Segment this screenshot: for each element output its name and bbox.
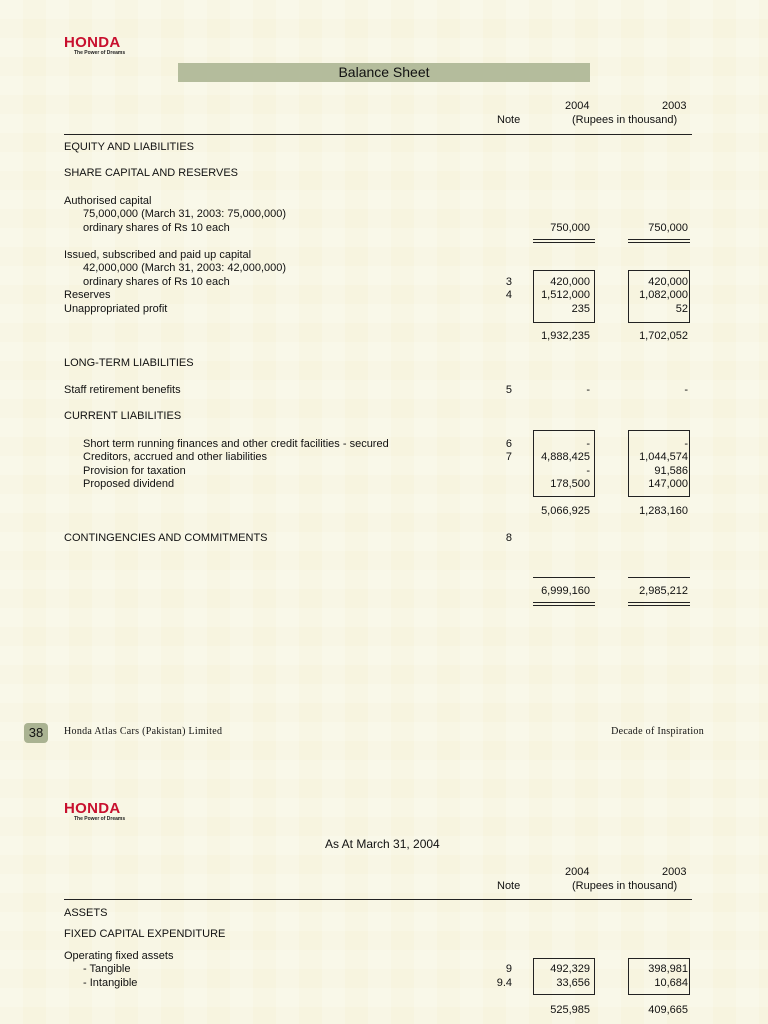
equity-total-2004: 1,932,235: [541, 330, 590, 342]
short-term-2003: -: [684, 438, 688, 450]
dividend-2003: 147,000: [648, 478, 688, 490]
staff-retirement-note: 5: [505, 384, 512, 396]
fixed-total-2003: 409,665: [648, 1004, 688, 1016]
authorised-2004: 750,000: [550, 222, 590, 234]
section-share-capital: SHARE CAPITAL AND RESERVES: [64, 167, 239, 179]
issued-2003: 420,000: [648, 276, 688, 288]
intangible-label: - Intangible: [83, 977, 138, 989]
dividend-2004: 178,500: [550, 478, 590, 490]
authorised-rule-2004b: [533, 242, 595, 243]
taxation-2004: -: [586, 465, 590, 477]
intangible-2004: 33,656: [556, 977, 590, 989]
creditors-label: Creditors, accrued and other liabilities: [83, 451, 268, 463]
section-assets: ASSETS: [64, 907, 108, 919]
tangible-2003: 398,981: [648, 963, 688, 975]
logo-word: HONDA: [64, 34, 121, 51]
short-term-label: Short term running finances and other credit facilities - secured: [83, 438, 389, 450]
footer-company: Honda Atlas Cars (Pakistan) Limited: [64, 726, 223, 737]
operating-assets-label: Operating fixed assets: [64, 950, 174, 962]
staff-retirement-label: Staff retirement benefits: [64, 384, 181, 396]
page2-year-2003: 2003: [662, 866, 687, 878]
page2-subtitle: As At March 31, 2004: [325, 837, 440, 851]
short-term-2004: -: [586, 438, 590, 450]
reserves-label: Reserves: [64, 289, 111, 301]
unappropriated-label: Unappropriated profit: [64, 303, 168, 315]
creditors-2003: 1,044,574: [639, 451, 688, 463]
dividend-label: Proposed dividend: [83, 478, 175, 490]
reserves-note: 4: [505, 289, 512, 301]
taxation-2003: 91,586: [654, 465, 688, 477]
header-divider: [64, 134, 692, 135]
staff-retirement-2004: -: [586, 384, 590, 396]
footer-slogan: Decade of Inspiration: [611, 726, 704, 737]
contingencies-label: CONTINGENCIES AND COMMITMENTS: [64, 532, 268, 544]
section-current-liabilities: CURRENT LIABILITIES: [64, 410, 182, 422]
equity-total-2003: 1,702,052: [639, 330, 688, 342]
taxation-label: Provision for taxation: [83, 465, 186, 477]
year-2004-header: 2004: [565, 100, 590, 112]
authorised-par: ordinary shares of Rs 10 each: [83, 222, 230, 234]
authorised-2003: 750,000: [648, 222, 688, 234]
grand-total-2003: 2,985,212: [639, 585, 688, 597]
note-header: Note: [497, 114, 521, 126]
tangible-label: - Tangible: [83, 963, 131, 975]
short-term-note: 6: [505, 438, 512, 450]
intangible-note: 9.4: [496, 977, 512, 989]
grand-total-underline-2003a: [628, 602, 690, 603]
unappropriated-2004: 235: [571, 303, 590, 315]
honda-logo: [64, 35, 125, 57]
tangible-2004: 492,329: [550, 963, 590, 975]
tangible-note: 9: [505, 963, 512, 975]
section-fixed-capital: FIXED CAPITAL EXPENDITURE: [64, 928, 226, 940]
issued-label: Issued, subscribed and paid up capital: [64, 249, 252, 261]
creditors-note: 7: [505, 451, 512, 463]
page2-unit-header: (Rupees in thousand): [572, 880, 678, 892]
current-total-2004: 5,066,925: [541, 505, 590, 517]
grand-total-underline-2004a: [533, 602, 595, 603]
grand-total-underline-2004b: [533, 605, 595, 606]
logo-tagline: The Power of Dreams: [74, 50, 126, 56]
page2-note-header: Note: [497, 880, 521, 892]
page2-header-divider: [64, 899, 692, 900]
honda-logo-2: [64, 801, 125, 823]
section-long-term: LONG-TERM LIABILITIES: [64, 357, 194, 369]
staff-retirement-2003: -: [684, 384, 688, 396]
reserves-2003: 1,082,000: [639, 289, 688, 301]
issued-par: ordinary shares of Rs 10 each: [83, 276, 230, 288]
reserves-2004: 1,512,000: [541, 289, 590, 301]
authorised-rule-2003b: [628, 242, 690, 243]
grand-total-2004: 6,999,160: [541, 585, 590, 597]
grand-total-rule-2004: [533, 577, 595, 578]
fixed-total-2004: 525,985: [550, 1004, 590, 1016]
unappropriated-2003: 52: [675, 303, 688, 315]
authorised-shares: 75,000,000 (March 31, 2003: 75,000,000): [83, 208, 287, 220]
issued-2004: 420,000: [550, 276, 590, 288]
logo-tagline-2: The Power of Dreams: [74, 816, 126, 822]
unit-header: (Rupees in thousand): [572, 114, 678, 126]
page2-year-2004: 2004: [565, 866, 590, 878]
page-title: Balance Sheet: [178, 63, 590, 82]
issued-note: 3: [505, 276, 512, 288]
year-2003-header: 2003: [662, 100, 687, 112]
page-number-badge: 38: [24, 723, 48, 743]
issued-shares: 42,000,000 (March 31, 2003: 42,000,000): [83, 262, 287, 274]
creditors-2004: 4,888,425: [541, 451, 590, 463]
section-equity-liabilities: EQUITY AND LIABILITIES: [64, 141, 195, 153]
grand-total-underline-2003b: [628, 605, 690, 606]
authorised-rule-2004a: [533, 239, 595, 240]
intangible-2003: 10,684: [654, 977, 688, 989]
logo-word-2: HONDA: [64, 800, 121, 817]
authorised-label: Authorised capital: [64, 195, 152, 207]
current-total-2003: 1,283,160: [639, 505, 688, 517]
authorised-rule-2003a: [628, 239, 690, 240]
grand-total-rule-2003: [628, 577, 690, 578]
contingencies-note: 8: [505, 532, 512, 544]
